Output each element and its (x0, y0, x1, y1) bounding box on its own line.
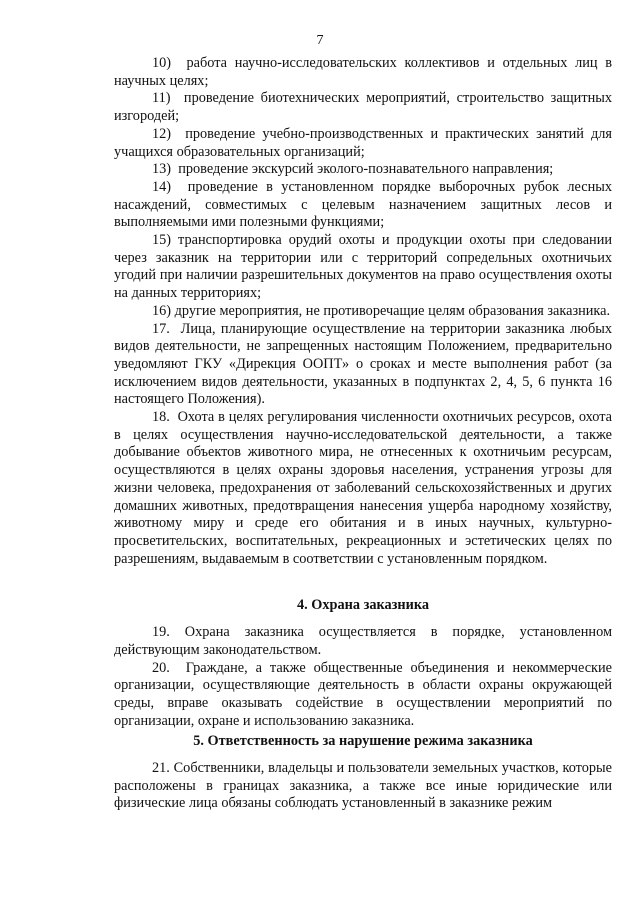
paragraph-item-15: 15) транспортировка орудий охоты и продукции охоты при следовании через заказник на территории или с территорий сопредельных охотничьих угодий при наличии разрешительных документов на право осуществления охоты на данных территориях; (114, 232, 612, 302)
paragraph-item-10: 10) работа научно-исследовательских коллективов и отдельных лиц в научных целях; (114, 55, 612, 89)
paragraph-item-11: 11) проведение биотехнических мероприятий, строительство защитных изгородей; (114, 90, 612, 125)
page-number: 7 (316, 33, 324, 48)
paragraph-item-14: 14) проведение в установленном порядке выборочных рубок лесных насаждений, совместимых с целевым назначением защитных лесов и выполняемыми ими полезными функциями; (114, 178, 612, 231)
paragraph-item-12: 12) проведение учебно-производственных и практических занятий для учащихся образовательных организаций; (114, 125, 612, 160)
paragraph-point-21: 21. Собственники, владельцы и пользователи земельных участков, которые расположены в границах заказника, а также все иные юридические или физические лица обязаны соблюдать установленный в заказнике режим (114, 760, 612, 812)
document-body (114, 55, 612, 813)
paragraph-point-19: 19. Охрана заказника осуществляется в порядке, установленном действующим законодательством. (114, 624, 612, 658)
paragraph-item-16: 16) другие мероприятия, не противоречащие целям образования заказника. (152, 302, 611, 319)
paragraph-point-20: 20. Граждане, а также общественные объединения и некоммерческие организации, осуществляющие деятельность в области охраны окружающей среды, вправе оказывать содействие в осуществлении мероприятий по организации, охране и использованию заказника. (114, 659, 612, 729)
paragraph-item-13: 13) проведение экскурсий эколого-познавательного направления; (152, 161, 554, 178)
paragraph-point-17: 17. Лица, планирующие осуществление на территории заказника любых видов деятельности, не запрещенных настоящим Положением, предварительно уведомляют ГКУ «Дирекция ООПТ» о сроках и месте выполнения работ (за исключением видов деятельности, указанных в подпунктах 2, 4, 5, 6 пункта 16 настоящего Положения). (114, 320, 612, 408)
section-5-heading: 5. Ответственность за нарушение режима заказника (193, 733, 533, 750)
section-4-heading: 4. Охрана заказника (296, 597, 430, 614)
paragraph-point-18: 18. Охота в целях регулирования численности охотничьих ресурсов, охота в целях осуществления научно-исследовательской деятельности, а также добывание объектов животного мира, не отнесенных к охотничьим ресурсам, осуществляются в целях охраны здоровья населения, устранения угрозы для жизни человека, предохранения от заболеваний сельскохозяйственных и других домашних животных, предотвращения нанесения ущерба народному хозяйству, животному миру и среде его обитания и в иных научных, культурно-просветительских, воспитательных, рекреационных и эстетических целях по разрешениям, выдаваемым в соответствии с установленным порядком. (114, 409, 612, 567)
